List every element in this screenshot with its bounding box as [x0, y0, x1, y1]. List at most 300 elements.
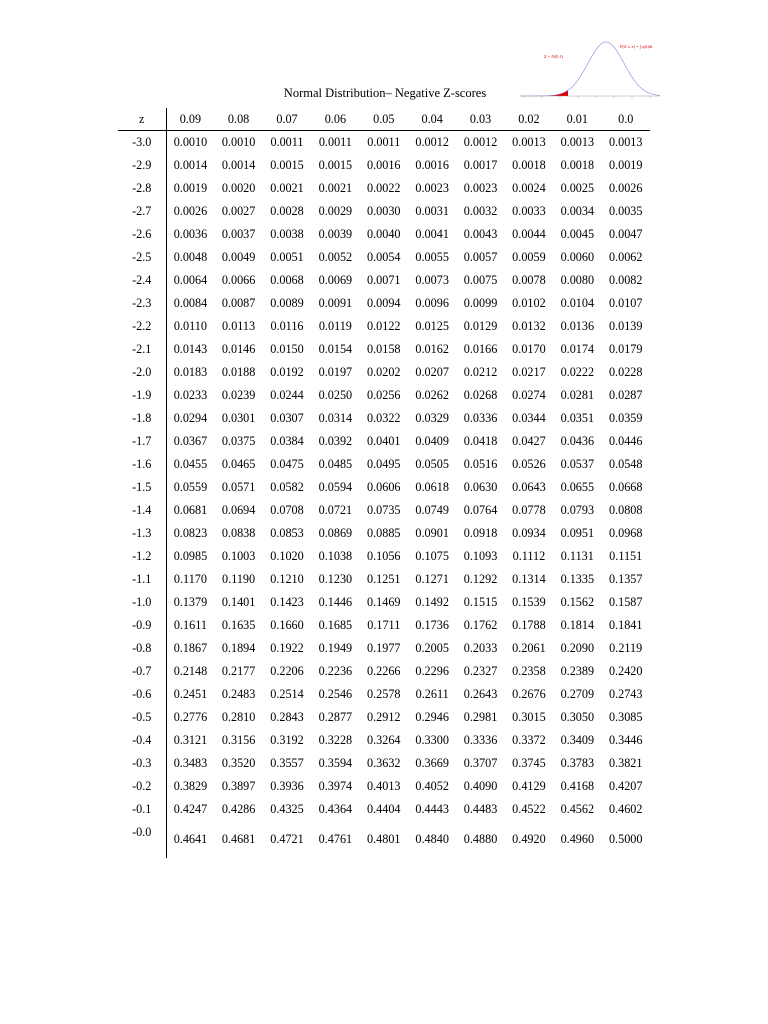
- probability-cell: 0.0096: [415, 296, 449, 310]
- probability-cell: 0.4090: [463, 779, 498, 793]
- z-value-cell: -0.7: [118, 660, 166, 683]
- table-row: [118, 683, 650, 706]
- probability-cell: 0.4168: [560, 779, 595, 793]
- probability-cell: 0.0694: [221, 503, 256, 517]
- z-value-cell: -0.6: [118, 683, 166, 706]
- probability-cell: 0.0057: [463, 250, 498, 264]
- probability-cell: 0.1977: [367, 641, 401, 655]
- z-value-cell: -0.2: [118, 775, 166, 798]
- table-row: [118, 568, 650, 591]
- table-row: [118, 361, 650, 384]
- probability-cell: 0.0869: [318, 526, 353, 540]
- probability-cell: 0.0630: [463, 480, 498, 494]
- probability-cell: 0.2810: [221, 710, 256, 724]
- probability-cell: 0.4483: [463, 802, 498, 816]
- z-value-cell: -1.7: [118, 430, 166, 453]
- probability-cell: 0.0401: [367, 434, 401, 448]
- probability-cell: 0.0015: [270, 158, 304, 172]
- probability-cell: 0.0078: [512, 273, 546, 287]
- table-row: [118, 246, 650, 269]
- z-value-cell: -2.2: [118, 315, 166, 338]
- z-value-cell: -1.0: [118, 591, 166, 614]
- header-col: 0.08: [214, 108, 262, 131]
- probability-cell: 0.1210: [270, 572, 304, 586]
- probability-cell: 0.0307: [270, 411, 304, 425]
- x-axis-ticks: [524, 96, 650, 98]
- probability-cell: 0.0017: [463, 158, 498, 172]
- probability-cell: 0.4562: [560, 802, 595, 816]
- probability-cell: 0.0618: [415, 480, 449, 494]
- probability-cell: 0.0436: [560, 434, 595, 448]
- probability-cell: 0.0075: [463, 273, 498, 287]
- probability-cell: 0.4960: [560, 832, 595, 846]
- z-value-cell: -2.0: [118, 361, 166, 384]
- probability-cell: 0.0139: [608, 319, 643, 333]
- probability-cell: 0.0446: [608, 434, 643, 448]
- probability-cell: 0.4207: [608, 779, 643, 793]
- probability-cell: 0.1335: [560, 572, 595, 586]
- probability-cell: 0.1841: [608, 618, 643, 632]
- probability-cell: 0.0073: [415, 273, 449, 287]
- probability-cell: 0.0039: [318, 227, 353, 241]
- table-row: [118, 200, 650, 223]
- probability-cell: 0.0808: [608, 503, 643, 517]
- probability-cell: 0.0516: [463, 457, 498, 471]
- probability-cell: 0.1539: [512, 595, 546, 609]
- probability-cell: 0.2327: [463, 664, 498, 678]
- probability-cell: 0.0485: [318, 457, 353, 471]
- table-row: [118, 729, 650, 752]
- probability-cell: 0.3156: [221, 733, 256, 747]
- probability-cell: 0.3228: [318, 733, 353, 747]
- z-value-cell: -0.5: [118, 706, 166, 729]
- table-row: [118, 591, 650, 614]
- probability-cell: 0.1020: [270, 549, 304, 563]
- probability-cell: 0.0011: [318, 135, 352, 149]
- probability-cell: 0.0094: [367, 296, 401, 310]
- probability-cell: 0.0018: [512, 158, 546, 172]
- probability-cell: 0.0239: [221, 388, 256, 402]
- probability-cell: 0.0150: [270, 342, 304, 356]
- probability-cell: 0.0055: [415, 250, 449, 264]
- probability-cell: 0.0064: [173, 273, 208, 287]
- probability-cell: 0.3974: [318, 779, 353, 793]
- probability-cell: 0.1635: [221, 618, 256, 632]
- probability-cell: 0.0069: [318, 273, 353, 287]
- probability-cell: 0.0281: [560, 388, 595, 402]
- probability-cell: 0.1894: [221, 641, 256, 655]
- probability-cell: 0.1056: [367, 549, 401, 563]
- probability-cell: 0.0015: [318, 158, 353, 172]
- probability-cell: 0.0023: [463, 181, 498, 195]
- z-value-cell: -2.4: [118, 269, 166, 292]
- table-row: [118, 775, 650, 798]
- probability-cell: 0.0048: [173, 250, 208, 264]
- probability-cell: 0.0934: [512, 526, 546, 540]
- probability-cell: 0.4325: [270, 802, 304, 816]
- probability-cell: 0.0885: [367, 526, 401, 540]
- normal-curve-figure: [516, 32, 664, 108]
- z-value-cell: -2.3: [118, 292, 166, 315]
- table-row: [118, 269, 650, 292]
- probability-cell: 0.3483: [173, 756, 208, 770]
- probability-cell: 0.4641: [173, 832, 208, 846]
- probability-cell: 0.4920: [512, 832, 546, 846]
- probability-cell: 0.2578: [367, 687, 401, 701]
- header-col: 0.03: [456, 108, 504, 131]
- probability-cell: 0.0060: [560, 250, 595, 264]
- probability-cell: 0.2912: [367, 710, 401, 724]
- probability-cell: 0.0559: [173, 480, 208, 494]
- probability-cell: 0.0793: [560, 503, 595, 517]
- probability-cell: 0.2546: [318, 687, 353, 701]
- probability-cell: 0.4286: [221, 802, 256, 816]
- probability-cell: 0.2061: [512, 641, 546, 655]
- probability-cell: 0.0174: [560, 342, 595, 356]
- probability-cell: 0.0384: [270, 434, 304, 448]
- normal-curve-svg: [516, 32, 664, 108]
- probability-cell: 0.0668: [608, 480, 643, 494]
- probability-cell: 0.0301: [221, 411, 256, 425]
- probability-cell: 0.3121: [173, 733, 208, 747]
- probability-cell: 0.0764: [463, 503, 498, 517]
- shaded-tail-area: [520, 90, 568, 96]
- probability-cell: 0.0322: [367, 411, 401, 425]
- probability-cell: 0.0197: [318, 365, 353, 379]
- table-row: [118, 131, 650, 155]
- probability-cell: 0.0233: [173, 388, 208, 402]
- probability-cell: 0.2090: [560, 641, 595, 655]
- header-col: 0.06: [311, 108, 359, 131]
- probability-cell: 0.0262: [415, 388, 449, 402]
- probability-cell: 0.4681: [221, 832, 256, 846]
- probability-cell: 0.0136: [560, 319, 595, 333]
- probability-cell: 0.0192: [270, 365, 304, 379]
- table-row: [118, 752, 650, 775]
- probability-cell: 0.0062: [608, 250, 643, 264]
- probability-cell: 0.1292: [463, 572, 498, 586]
- figure-label-left: Z ~ N(0,1): [544, 54, 564, 59]
- probability-cell: 0.0010: [173, 135, 208, 149]
- probability-cell: 0.0495: [367, 457, 401, 471]
- probability-cell: 0.0027: [221, 204, 256, 218]
- probability-cell: 0.0012: [463, 135, 498, 149]
- probability-cell: 0.0016: [415, 158, 449, 172]
- probability-cell: 0.0526: [512, 457, 546, 471]
- probability-cell: 0.1685: [318, 618, 353, 632]
- table-row: [118, 821, 650, 858]
- probability-cell: 0.0735: [367, 503, 401, 517]
- probability-cell: 0.0102: [512, 296, 546, 310]
- probability-cell: 0.0274: [512, 388, 546, 402]
- figure-label-right: P(Z ≤ z) = ∫ φ(t)dt: [620, 44, 653, 49]
- probability-cell: 0.0681: [173, 503, 208, 517]
- probability-cell: 0.1170: [173, 572, 207, 586]
- probability-cell: 0.0089: [270, 296, 304, 310]
- table-row: [118, 522, 650, 545]
- probability-cell: 0.0011: [367, 135, 401, 149]
- probability-cell: 0.1314: [512, 572, 546, 586]
- probability-cell: 0.1446: [318, 595, 353, 609]
- z-value-cell: -1.2: [118, 545, 166, 568]
- probability-cell: 0.4840: [415, 832, 449, 846]
- probability-cell: 0.1492: [415, 595, 449, 609]
- probability-cell: 0.2514: [270, 687, 304, 701]
- probability-cell: 0.0031: [415, 204, 449, 218]
- probability-cell: 0.0606: [367, 480, 401, 494]
- probability-cell: 0.1949: [318, 641, 353, 655]
- z-value-cell: -0.9: [118, 614, 166, 637]
- probability-cell: 0.0475: [270, 457, 304, 471]
- probability-cell: 0.0032: [463, 204, 498, 218]
- probability-cell: 0.0013: [512, 135, 546, 149]
- z-value-cell: -1.4: [118, 499, 166, 522]
- z-value-cell: -1.5: [118, 476, 166, 499]
- probability-cell: 0.0013: [560, 135, 595, 149]
- probability-cell: 0.3745: [512, 756, 546, 770]
- probability-cell: 0.3446: [608, 733, 643, 747]
- z-value-cell: -1.9: [118, 384, 166, 407]
- probability-cell: 0.2148: [173, 664, 208, 678]
- probability-cell: 0.2643: [463, 687, 498, 701]
- probability-cell: 0.1788: [512, 618, 546, 632]
- probability-cell: 0.0359: [608, 411, 643, 425]
- probability-cell: 0.2676: [512, 687, 546, 701]
- probability-cell: 0.1357: [608, 572, 643, 586]
- probability-cell: 0.2389: [560, 664, 595, 678]
- probability-cell: 0.0119: [318, 319, 352, 333]
- probability-cell: 0.0099: [463, 296, 498, 310]
- probability-cell: 0.0037: [221, 227, 256, 241]
- page-title: Normal Distribution– Negative Z-scores: [283, 86, 487, 100]
- probability-cell: 0.0721: [318, 503, 353, 517]
- z-value-cell: -0.3: [118, 752, 166, 775]
- probability-cell: 0.0294: [173, 411, 208, 425]
- probability-cell: 0.0968: [608, 526, 643, 540]
- probability-cell: 0.4247: [173, 802, 208, 816]
- probability-cell: 0.0314: [318, 411, 353, 425]
- probability-cell: 0.0166: [463, 342, 498, 356]
- probability-cell: 0.0054: [367, 250, 401, 264]
- probability-cell: 0.3707: [463, 756, 498, 770]
- probability-cell: 0.1003: [221, 549, 256, 563]
- probability-cell: 0.0571: [221, 480, 256, 494]
- probability-cell: 0.1151: [609, 549, 643, 563]
- probability-cell: 0.2420: [608, 664, 643, 678]
- probability-cell: 0.2177: [221, 664, 256, 678]
- probability-cell: 0.0071: [367, 273, 401, 287]
- probability-cell: 0.0207: [415, 365, 449, 379]
- normal-curve-line: [520, 42, 660, 96]
- table-row: [118, 292, 650, 315]
- probability-cell: 0.0038: [270, 227, 304, 241]
- probability-cell: 0.0116: [270, 319, 304, 333]
- z-value-cell: -0.0: [118, 821, 166, 858]
- probability-cell: 0.0019: [173, 181, 208, 195]
- z-score-table: [118, 108, 650, 858]
- probability-cell: 0.0146: [221, 342, 256, 356]
- header-col: 0.02: [505, 108, 553, 131]
- probability-cell: 0.0336: [463, 411, 498, 425]
- probability-cell: 0.0228: [608, 365, 643, 379]
- probability-cell: 0.1230: [318, 572, 353, 586]
- table-row: [118, 614, 650, 637]
- probability-cell: 0.0044: [512, 227, 546, 241]
- probability-cell: 0.4364: [318, 802, 353, 816]
- probability-cell: 0.2843: [270, 710, 304, 724]
- probability-cell: 0.0129: [463, 319, 498, 333]
- probability-cell: 0.0594: [318, 480, 353, 494]
- probability-cell: 0.4602: [608, 802, 643, 816]
- probability-cell: 0.1379: [173, 595, 208, 609]
- table-row: [118, 407, 650, 430]
- probability-cell: 0.1762: [463, 618, 498, 632]
- probability-cell: 0.0018: [560, 158, 595, 172]
- probability-cell: 0.1401: [221, 595, 256, 609]
- probability-cell: 0.0084: [173, 296, 208, 310]
- probability-cell: 0.0019: [608, 158, 643, 172]
- header-col: 0.07: [263, 108, 311, 131]
- table-row: [118, 499, 650, 522]
- probability-cell: 0.3821: [608, 756, 643, 770]
- probability-cell: 0.0143: [173, 342, 208, 356]
- probability-cell: 0.0051: [270, 250, 304, 264]
- probability-cell: 0.2451: [173, 687, 208, 701]
- probability-cell: 0.3085: [608, 710, 643, 724]
- probability-cell: 0.1660: [270, 618, 304, 632]
- probability-cell: 0.0287: [608, 388, 643, 402]
- probability-cell: 0.0040: [367, 227, 401, 241]
- z-value-cell: -1.3: [118, 522, 166, 545]
- probability-cell: 0.1587: [608, 595, 643, 609]
- probability-cell: 0.3594: [318, 756, 353, 770]
- probability-cell: 0.0708: [270, 503, 304, 517]
- probability-cell: 0.4443: [415, 802, 449, 816]
- probability-cell: 0.2877: [318, 710, 353, 724]
- probability-cell: 0.2236: [318, 664, 353, 678]
- probability-cell: 0.0023: [415, 181, 449, 195]
- probability-cell: 0.0020: [221, 181, 256, 195]
- probability-cell: 0.1190: [222, 572, 256, 586]
- probability-cell: 0.1423: [270, 595, 304, 609]
- probability-cell: 0.1922: [270, 641, 304, 655]
- probability-cell: 0.0035: [608, 204, 643, 218]
- probability-cell: 0.0179: [608, 342, 643, 356]
- probability-cell: 0.0162: [415, 342, 449, 356]
- z-value-cell: -2.1: [118, 338, 166, 361]
- probability-cell: 0.3336: [463, 733, 498, 747]
- probability-cell: 0.3669: [415, 756, 449, 770]
- probability-cell: 0.0047: [608, 227, 643, 241]
- probability-cell: 0.0066: [221, 273, 256, 287]
- table-row: [118, 430, 650, 453]
- probability-cell: 0.4721: [270, 832, 304, 846]
- probability-cell: 0.0918: [463, 526, 498, 540]
- probability-cell: 0.0268: [463, 388, 498, 402]
- probability-cell: 0.0537: [560, 457, 595, 471]
- probability-cell: 0.0113: [222, 319, 256, 333]
- probability-cell: 0.0392: [318, 434, 353, 448]
- probability-cell: 0.0052: [318, 250, 353, 264]
- probability-cell: 0.0244: [270, 388, 304, 402]
- probability-cell: 0.4052: [415, 779, 449, 793]
- probability-cell: 0.2005: [415, 641, 449, 655]
- probability-cell: 0.0049: [221, 250, 256, 264]
- probability-cell: 0.3897: [221, 779, 256, 793]
- probability-cell: 0.1814: [560, 618, 595, 632]
- z-value-cell: -1.8: [118, 407, 166, 430]
- probability-cell: 0.0036: [173, 227, 208, 241]
- header-col: 0.01: [553, 108, 601, 131]
- z-value-cell: -1.6: [118, 453, 166, 476]
- probability-cell: 0.0951: [560, 526, 595, 540]
- probability-cell: 0.0217: [512, 365, 546, 379]
- header-col: 0.0: [602, 108, 650, 131]
- probability-cell: 0.3264: [367, 733, 401, 747]
- table-row: [118, 545, 650, 568]
- z-value-cell: -2.9: [118, 154, 166, 177]
- table-row: [118, 637, 650, 660]
- probability-cell: 0.0427: [512, 434, 546, 448]
- probability-cell: 0.1131: [560, 549, 594, 563]
- table-row: [118, 177, 650, 200]
- probability-cell: 0.0375: [221, 434, 256, 448]
- probability-cell: 0.1093: [463, 549, 498, 563]
- probability-cell: 0.0188: [221, 365, 256, 379]
- header-z: z: [118, 108, 166, 131]
- probability-cell: 0.0351: [560, 411, 595, 425]
- probability-cell: 0.4129: [512, 779, 546, 793]
- probability-cell: 0.0122: [367, 319, 401, 333]
- probability-cell: 0.2776: [173, 710, 208, 724]
- probability-cell: 0.2206: [270, 664, 304, 678]
- probability-cell: 0.3409: [560, 733, 595, 747]
- probability-cell: 0.0202: [367, 365, 401, 379]
- probability-cell: 0.0034: [560, 204, 595, 218]
- probability-cell: 0.1112: [512, 549, 546, 563]
- probability-cell: 0.0132: [512, 319, 546, 333]
- probability-cell: 0.3829: [173, 779, 208, 793]
- probability-cell: 0.0778: [512, 503, 546, 517]
- probability-cell: 0.0026: [173, 204, 208, 218]
- z-value-cell: -0.4: [118, 729, 166, 752]
- probability-cell: 0.4522: [512, 802, 546, 816]
- z-value-cell: -2.6: [118, 223, 166, 246]
- probability-cell: 0.2946: [415, 710, 449, 724]
- table-row: [118, 798, 650, 821]
- probability-cell: 0.0823: [173, 526, 208, 540]
- probability-cell: 0.0344: [512, 411, 546, 425]
- probability-cell: 0.4404: [367, 802, 401, 816]
- probability-cell: 0.1038: [318, 549, 353, 563]
- probability-cell: 0.2358: [512, 664, 546, 678]
- probability-cell: 0.0465: [221, 457, 256, 471]
- probability-cell: 0.5000: [608, 832, 643, 846]
- probability-cell: 0.0021: [318, 181, 353, 195]
- probability-cell: 0.0170: [512, 342, 546, 356]
- probability-cell: 0.0029: [318, 204, 353, 218]
- probability-cell: 0.0030: [367, 204, 401, 218]
- probability-cell: 0.0985: [173, 549, 208, 563]
- probability-cell: 0.0329: [415, 411, 449, 425]
- table-row: [118, 154, 650, 177]
- probability-cell: 0.0024: [512, 181, 546, 195]
- probability-cell: 0.3783: [560, 756, 595, 770]
- probability-cell: 0.0068: [270, 273, 304, 287]
- probability-cell: 0.3520: [221, 756, 256, 770]
- table-row: [118, 476, 650, 499]
- probability-cell: 0.1075: [415, 549, 449, 563]
